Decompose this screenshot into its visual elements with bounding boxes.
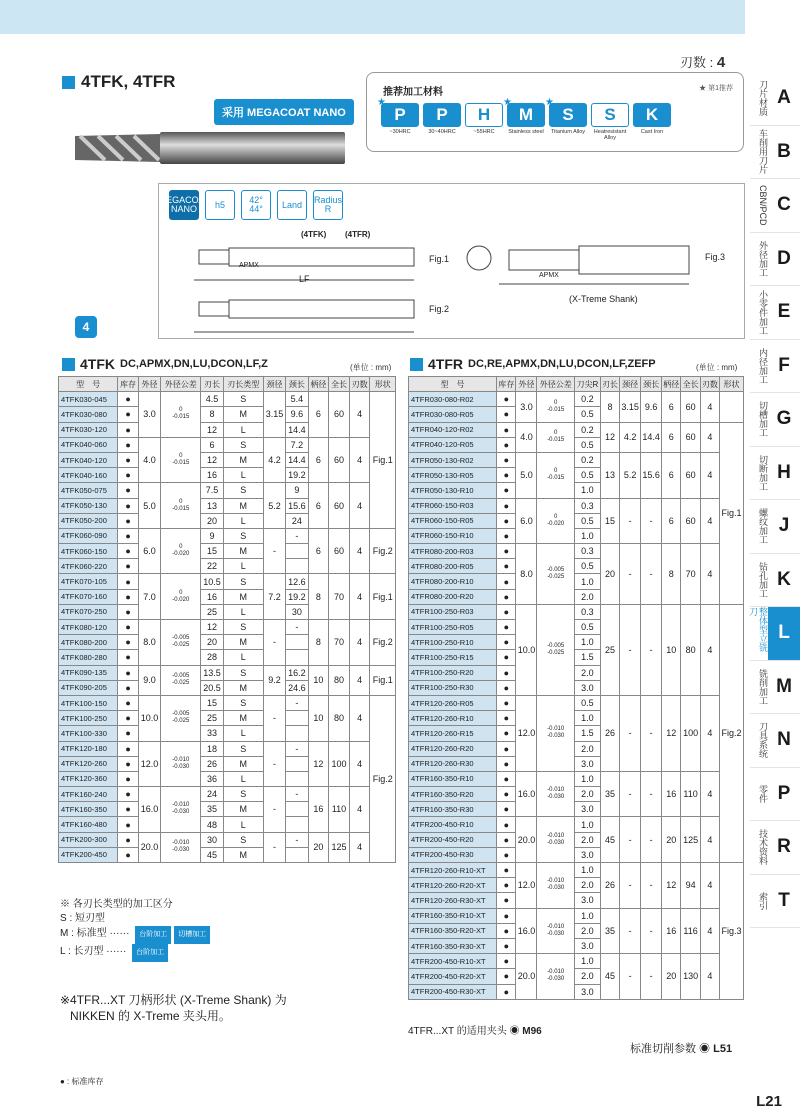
col-header: 型 号 xyxy=(409,377,497,392)
material-2: H ~55HRC xyxy=(465,103,503,141)
table-row: 4TFR050-130-R05 ● 0.5 xyxy=(409,468,744,483)
table-row: 4TFK100-150 ● 10.0 -0.005 -0.025 15 S - - 10 80 4 Fig.2 xyxy=(59,695,396,710)
table-row: 4TFR030-080-R02 ● 3.0 0 -0.015 0.2 8 3.15 9.6 6 60 4 xyxy=(409,392,744,407)
table-row: 4TFR160-350-R10 ● 16.0 -0.010 -0.030 1.0 35 - - 16 110 4 xyxy=(409,771,744,786)
sidebar-item-R[interactable]: 技术资料 R xyxy=(750,821,800,875)
table-row: 4TFK200-450 ● 45 M xyxy=(59,847,396,862)
table-row: 4TFK160-240 ● 16.0 -0.010 -0.030 24 S - - 16 110 4 xyxy=(59,787,396,802)
sidebar-item-T[interactable]: 索引 T xyxy=(750,875,800,929)
col-header: 颈长 xyxy=(641,377,662,392)
page-title: 4TFK, 4TFR xyxy=(62,72,175,92)
fig3-label: Fig.3 xyxy=(705,252,726,262)
table-row: 4TFK060-150 ● 15 M xyxy=(59,544,396,559)
table-row: 4TFK080-280 ● 28 L xyxy=(59,650,396,665)
table-row: 4TFR160-350-R20-XT ● 2.0 xyxy=(409,923,744,938)
table-row: 4TFK120-260 ● 26 M xyxy=(59,756,396,771)
sidebar-item-J[interactable]: 螺纹加工 J xyxy=(750,500,800,554)
tool-diagram-box xyxy=(158,183,745,339)
table-row: 4TFK120-180 ● 12.0 -0.010 -0.030 18 S - - 12 100 4 xyxy=(59,741,396,756)
tfk-label: (4TFK) xyxy=(301,230,327,239)
col-header: 库存 xyxy=(118,377,139,392)
table-row: 4TFR080-200-R10 ● 1.0 xyxy=(409,574,744,589)
table-row: 4TFK070-250 ● 25 L 30 xyxy=(59,604,396,619)
table-row: 4TFR100-250-R15 ● 1.5 xyxy=(409,650,744,665)
table-row: 4TFR100-250-R10 ● 1.0 xyxy=(409,635,744,650)
table-row: 4TFR160-350-R30-XT ● 3.0 xyxy=(409,938,744,953)
table-row: 4TFK070-105 ● 7.0 0 -0.020 10.5 S 7.2 12.6 8 70 4 Fig.1 xyxy=(59,574,396,589)
sidebar-item-G[interactable]: 切槽加工 G xyxy=(750,393,800,447)
sidebar-item-H[interactable]: 切断加工 H xyxy=(750,447,800,501)
table-row: 4TFK040-120 ● 12 M 14.4 xyxy=(59,452,396,467)
table-row: 4TFK070-160 ● 16 M 19.2 xyxy=(59,589,396,604)
table-row: 4TFK040-160 ● 16 L 19.2 xyxy=(59,468,396,483)
table-row: 4TFR120-260-R20 ● 2.0 xyxy=(409,741,744,756)
table-row: 4TFR050-130-R02 ● 5.0 0 -0.015 0.2 13 5.2 15.6 6 60 4 xyxy=(409,452,744,467)
table-row: 4TFK060-090 ● 6.0 0 -0.020 9 S - - 6 60 4 Fig.2 xyxy=(59,528,396,543)
recommended-materials: 推荐加工材料 ★ 第1推荐 ★ P ~30HRC P 30~40HRC H ~55HRC ★ M Stainless steel ★ S Titanium Alloy S Heatresistant Alloy K Cast Iron xyxy=(366,72,744,152)
groove-tag: 切槽加工 xyxy=(174,926,210,944)
helix-angle-icon: 42° 44° xyxy=(241,190,271,220)
sidebar-item-F[interactable]: 内径加工 F xyxy=(750,340,800,394)
megacoat-icon: MEGACOAT NANO xyxy=(169,190,199,220)
table-row: 4TFK050-130 ● 13 M 15.6 xyxy=(59,498,396,513)
table-row: 4TFR040-120-R05 ● 0.5 xyxy=(409,437,744,452)
table-row: 4TFR200-450-R20 ● 2.0 xyxy=(409,832,744,847)
col-header: 刃长类型 xyxy=(223,377,263,392)
table-row: 4TFK100-250 ● 25 M xyxy=(59,711,396,726)
col-header: 柄径 xyxy=(308,377,329,392)
col-header: 外径 xyxy=(138,377,160,392)
table-row: 4TFR030-080-R05 ● 0.5 xyxy=(409,407,744,422)
col-header: 刃长 xyxy=(600,377,619,392)
top-banner xyxy=(0,0,745,34)
col-header: 形状 xyxy=(720,377,744,392)
h5-icon: h5 xyxy=(205,190,235,220)
tfr-table xyxy=(408,376,744,1000)
apmx-label-fig3: APMX xyxy=(539,272,559,279)
step-tag-2: 台阶加工 xyxy=(132,944,168,962)
table-row: 4TFR120-260-R15 ● 1.5 xyxy=(409,726,744,741)
chuck-note: 4TFR...XT 的适用夹头 ◉ M96 xyxy=(408,1026,542,1037)
apmx-label: APMX xyxy=(239,262,259,269)
table-row: 4TFR050-130-R10 ● 1.0 xyxy=(409,483,744,498)
col-header: 全长 xyxy=(681,377,700,392)
col-header: 颈长 xyxy=(286,377,308,392)
sidebar-item-M[interactable]: 铣削加工 M xyxy=(750,661,800,715)
col-header: 外径公差 xyxy=(537,377,574,392)
star-icon: ★ xyxy=(377,97,386,108)
star-icon: ★ xyxy=(503,97,512,108)
material-3: ★ M Stainless steel xyxy=(503,97,544,135)
star-icon: ★ xyxy=(545,97,554,108)
material-0: ★ P ~30HRC xyxy=(381,103,419,141)
tfr-section-title: 4TFR DC,RE,APMX,DN,LU,DCON,LF,ZEFP xyxy=(410,356,656,372)
endmill-image xyxy=(60,128,345,168)
table-row: 4TFR120-260-R10 ● 1.0 xyxy=(409,711,744,726)
col-header: 全长 xyxy=(329,377,350,392)
xtreme-note: ※4TFR...XT 刀柄形状 (X-Treme Shank) 为 NIKKEN 的 X-Treme 夹头用。 xyxy=(60,993,287,1023)
title-square-icon xyxy=(62,76,75,89)
four-flute-icon: 4 xyxy=(75,316,97,338)
table-row: 4TFK100-330 ● 33 L xyxy=(59,726,396,741)
col-header: 刃数 xyxy=(349,377,370,392)
sidebar-item-D[interactable]: 外径加工 D xyxy=(750,233,800,287)
table-row: 4TFR100-250-R05 ● 0.5 xyxy=(409,620,744,635)
material-5: S Heatresistant Alloy xyxy=(591,103,629,141)
cutting-conditions-link[interactable]: 标准切削参数 ◉ L51 xyxy=(630,1043,733,1055)
dimension-drawings xyxy=(159,240,746,340)
col-header: 形状 xyxy=(370,377,396,392)
table-row: 4TFR080-200-R03 ● 8.0 -0.005 -0.025 0.3 20 - - 8 70 4 xyxy=(409,544,744,559)
sidebar-item-P[interactable]: 零件 P xyxy=(750,768,800,822)
material-4: ★ S Titanium Alloy xyxy=(545,97,586,135)
col-header: 颈径 xyxy=(263,377,285,392)
col-header: 外径公差 xyxy=(161,377,201,392)
material-6: K Cast Iron xyxy=(633,103,671,141)
table-row: 4TFK030-045 ● 3.0 0 -0.015 4.5 S 3.15 5.4 6 60 4 Fig.1 xyxy=(59,392,396,407)
col-header: 外径 xyxy=(516,377,537,392)
table-row: 4TFR100-250-R30 ● 3.0 xyxy=(409,680,744,695)
table-row: 4TFR080-200-R05 ● 0.5 xyxy=(409,559,744,574)
chapter-sidebar xyxy=(750,72,800,928)
tfk-unit: (单位 : mm) xyxy=(350,363,392,372)
col-header: 刃数 xyxy=(700,377,719,392)
table-row: 4TFK060-220 ● 22 L xyxy=(59,559,396,574)
sidebar-item-N[interactable]: 刀具系统 N xyxy=(750,714,800,768)
table-row: 4TFR060-150-R03 ● 6.0 0 -0.020 0.3 15 - - 6 60 4 xyxy=(409,498,744,513)
table-row: 4TFR120-260-R05 ● 12.0 -0.010 -0.030 0.5 26 - - 12 100 4 xyxy=(409,695,744,710)
sidebar-item-A[interactable]: 刀片材质 A xyxy=(750,72,800,126)
stock-legend: ● : 标准库存 xyxy=(60,1077,104,1086)
table-row: 4TFK160-350 ● 35 M xyxy=(59,802,396,817)
table-row: 4TFR120-260-R10-XT ● 12.0 -0.010 -0.030 1.0 26 - - 12 94 4 Fig.3 xyxy=(409,863,744,878)
table-row: 4TFK090-135 ● 9.0 -0.005 -0.025 13.5 S 9.2 16.2 10 80 4 Fig.1 xyxy=(59,665,396,680)
flute-count: 刃数 : 4 xyxy=(680,54,726,71)
table-row: 4TFR160-350-R30 ● 3.0 xyxy=(409,802,744,817)
col-header: 柄径 xyxy=(662,377,681,392)
xtreme-shank-label: (X-Treme Shank) xyxy=(569,294,638,304)
col-header: 刃长 xyxy=(201,377,223,392)
table-row: 4TFR200-450-R30 ● 3.0 xyxy=(409,847,744,862)
tfr-unit: (单位 : mm) xyxy=(696,363,738,372)
sidebar-item-E[interactable]: 小零件加工 E xyxy=(750,286,800,340)
sidebar-item-K[interactable]: 钻孔加工 K xyxy=(750,554,800,608)
table-row: 4TFK080-120 ● 8.0 -0.005 -0.025 12 S - - 8 70 4 Fig.2 xyxy=(59,620,396,635)
table-row: 4TFR200-450-R20-XT ● 2.0 xyxy=(409,969,744,984)
col-header: 刀尖R xyxy=(574,377,600,392)
table-row: 4TFR080-200-R20 ● 2.0 xyxy=(409,589,744,604)
table-row: 4TFR120-260-R20-XT ● 2.0 xyxy=(409,878,744,893)
table-row: 4TFR200-450-R30-XT ● 3.0 xyxy=(409,984,744,999)
table-row: 4TFK050-200 ● 20 L 24 xyxy=(59,513,396,528)
table-row: 4TFK040-060 ● 4.0 0 -0.015 6 S 4.2 7.2 6 60 4 xyxy=(59,437,396,452)
table-row: 4TFK090-205 ● 20.5 M 24.6 xyxy=(59,680,396,695)
step-tag: 台阶加工 xyxy=(135,926,171,944)
sidebar-item-B[interactable]: 车削用刀片 B xyxy=(750,126,800,180)
table-row: 4TFR160-350-R10-XT ● 16.0 -0.010 -0.030 1.0 35 - - 16 116 4 xyxy=(409,908,744,923)
col-header: 库存 xyxy=(497,377,516,392)
table-row: 4TFK030-080 ● 8 M 9.6 xyxy=(59,407,396,422)
table-row: 4TFR100-250-R20 ● 2.0 xyxy=(409,665,744,680)
table-row: 4TFK080-200 ● 20 M xyxy=(59,635,396,650)
fig1-label: Fig.1 xyxy=(429,254,450,264)
table-row: 4TFR200-450-R10 ● 20.0 -0.010 -0.030 1.0 45 - - 20 125 4 xyxy=(409,817,744,832)
tfr-label: (4TFR) xyxy=(345,230,371,239)
table-row: 4TFR060-150-R05 ● 0.5 xyxy=(409,513,744,528)
length-type-note: ※ 各刃长类型的加工区分 S : 短刃型 M : 标准型 ······ 台阶加工 切槽加工 L : 长刃型 ······ 台阶加工 xyxy=(60,898,210,962)
lf-label: LF xyxy=(299,274,310,284)
table-row: 4TFR200-450-R10-XT ● 20.0 -0.010 -0.030 1.0 45 - - 20 130 4 xyxy=(409,954,744,969)
col-header: 颈径 xyxy=(620,377,641,392)
sidebar-item-L[interactable]: 整体型立铣刀 L xyxy=(750,607,800,661)
radius-icon: Radius R xyxy=(313,190,343,220)
tfk-section-title: 4TFK DC,APMX,DN,LU,DCON,LF,Z xyxy=(62,356,268,372)
table-row: 4TFR040-120-R02 ● 4.0 0 -0.015 0.2 12 4.2 14.4 6 60 4 Fig.1 xyxy=(409,422,744,437)
table-row: 4TFR100-250-R03 ● 10.0 -0.005 -0.025 0.3 25 - - 10 80 4 Fig.2 xyxy=(409,604,744,619)
material-1: P 30~40HRC xyxy=(423,103,461,141)
fig2-label: Fig.2 xyxy=(429,304,450,314)
table-row: 4TFK120-360 ● 36 L xyxy=(59,771,396,786)
tfk-table xyxy=(58,376,396,863)
land-icon: Land xyxy=(277,190,307,220)
table-row: 4TFK030-120 ● 12 L 14.4 xyxy=(59,422,396,437)
table-row: 4TFK200-300 ● 20.0 -0.010 -0.030 30 S - - 20 125 4 xyxy=(59,832,396,847)
page-number: L21 xyxy=(756,1093,782,1110)
table-row: 4TFK160-480 ● 48 L xyxy=(59,817,396,832)
table-row: 4TFR060-150-R10 ● 1.0 xyxy=(409,528,744,543)
table-row: 4TFR120-260-R30 ● 3.0 xyxy=(409,756,744,771)
col-header: 型 号 xyxy=(59,377,118,392)
sidebar-item-C[interactable]: CBN/PCD C xyxy=(750,179,800,233)
coating-badge: 采用 MEGACOAT NANO xyxy=(214,99,354,125)
table-row: 4TFK050-075 ● 5.0 0 -0.015 7.5 S 5.2 9 6 60 4 xyxy=(59,483,396,498)
table-row: 4TFR160-350-R20 ● 2.0 xyxy=(409,787,744,802)
table-row: 4TFR120-260-R30-XT ● 3.0 xyxy=(409,893,744,908)
